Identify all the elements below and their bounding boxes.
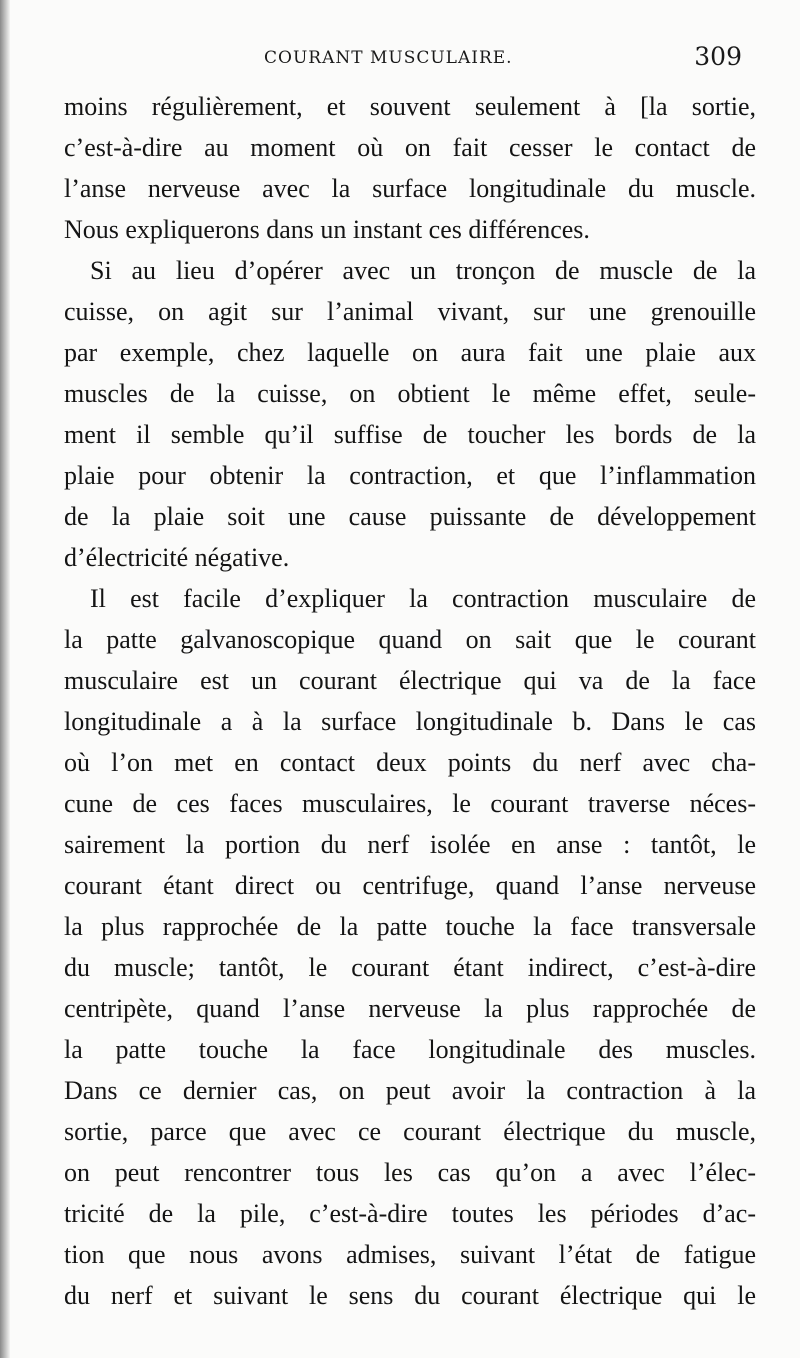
text-line: Nous expliquerons dans un instant ces différences. xyxy=(64,215,590,244)
text-line: moins régulièrement, et souvent seulement à [la sortie, xyxy=(64,92,756,121)
text-line: tricité de la pile, c’est-à-dire toutes les périodes d’ac- xyxy=(64,1199,756,1228)
page-number: 309 xyxy=(694,42,742,71)
text-line: du nerf et suivant le sens du courant électrique qui le xyxy=(64,1281,756,1310)
text-line: tion que nous avons admises, suivant l’état de fatigue xyxy=(64,1240,756,1269)
text-line: plaie pour obtenir la contraction, et que l’inflammation xyxy=(64,461,756,490)
text-line: Dans ce dernier cas, on peut avoir la contraction à la xyxy=(64,1076,756,1105)
page-gutter-shadow xyxy=(0,0,10,1358)
body-text xyxy=(64,86,756,1316)
text-line: on peut rencontrer tous les cas qu’on a avec l’élec- xyxy=(64,1158,756,1187)
text-line: d’électricité négative. xyxy=(64,543,290,572)
text-line: sairement la portion du nerf isolée en anse : tantôt, le xyxy=(64,830,756,859)
text-line: du muscle; tantôt, le courant étant indirect, c’est-à-dire xyxy=(64,953,756,982)
text-line: par exemple, chez laquelle on aura fait une plaie aux xyxy=(64,338,756,367)
text-line: muscles de la cuisse, on obtient le même effet, seule- xyxy=(64,379,756,408)
text-line: Si au lieu d’opérer avec un tronçon de muscle de la xyxy=(90,256,756,285)
text-line: de la plaie soit une cause puissante de développement xyxy=(64,502,756,531)
text-line: ment il semble qu’il suffise de toucher les bords de la xyxy=(64,420,756,449)
text-line: la patte galvanoscopique quand on sait que le courant xyxy=(64,625,756,654)
text-line: Il est facile d’expliquer la contraction musculaire de xyxy=(90,584,756,613)
text-line: cuisse, on agit sur l’animal vivant, sur une grenouille xyxy=(64,297,756,326)
text-line: courant étant direct ou centrifuge, quand l’anse nerveuse xyxy=(64,871,756,900)
text-line: c’est-à-dire au moment où on fait cesser le contact de xyxy=(64,133,756,162)
text-line: sortie, parce que avec ce courant électrique du muscle, xyxy=(64,1117,756,1146)
text-line: centripète, quand l’anse nerveuse la plus rapprochée de xyxy=(64,994,756,1023)
text-line: où l’on met en contact deux points du nerf avec cha- xyxy=(64,748,756,777)
text-line: la patte touche la face longitudinale des muscles. xyxy=(64,1035,756,1064)
text-line: la plus rapprochée de la patte touche la face transversale xyxy=(64,912,756,941)
text-line: cune de ces faces musculaires, le courant traverse néces- xyxy=(64,789,756,818)
text-line: l’anse nerveuse avec la surface longitudinale du muscle. xyxy=(64,174,756,203)
running-title: COURANT MUSCULAIRE. xyxy=(264,48,513,68)
text-line: longitudinale a à la surface longitudinale b. Dans le cas xyxy=(64,707,756,736)
text-line: musculaire est un courant électrique qui va de la face xyxy=(64,666,756,695)
page-header xyxy=(64,42,744,76)
